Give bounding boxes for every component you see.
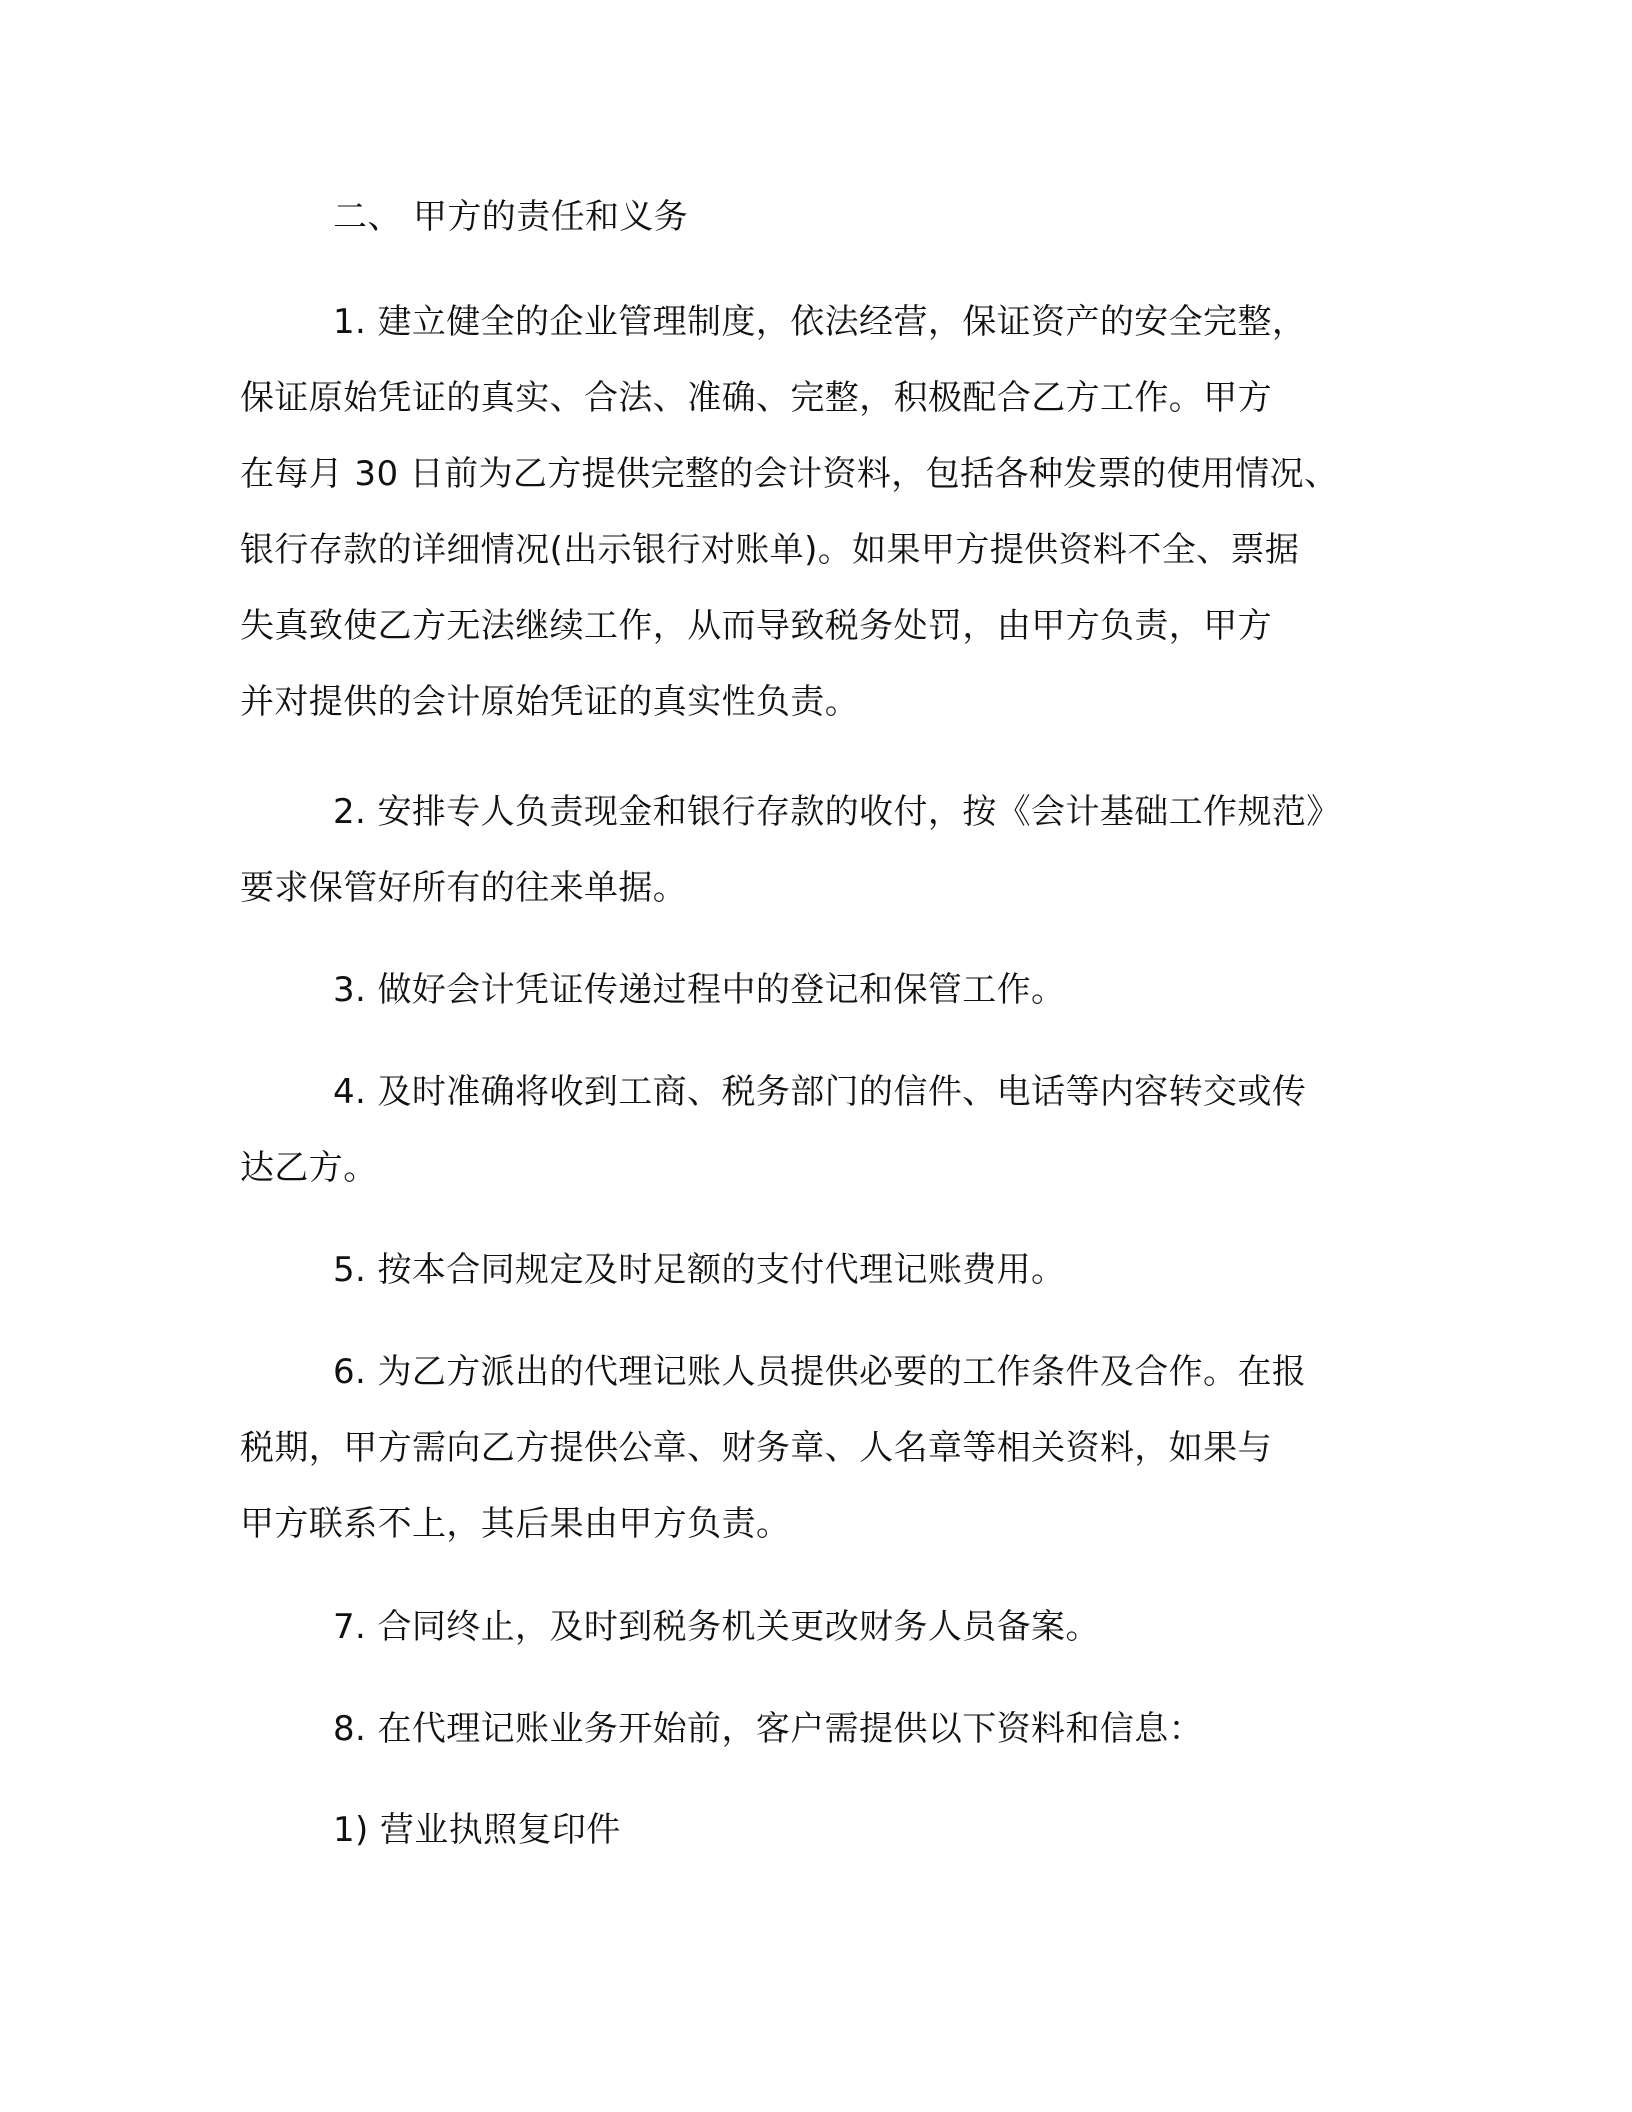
item-8-line-1: 8. 在代理记账业务开始前，客户需提供以下资料和信息： — [333, 1709, 1204, 1749]
item-4-line-2: 达乙方。 — [240, 1148, 378, 1188]
item-1-line-1: 1. 建立健全的企业管理制度，依法经营，保证资产的安全完整， — [333, 302, 1307, 342]
item-1-line-2: 保证原始凭证的真实、合法、准确、完整，积极配合乙方工作。甲方 — [240, 378, 1272, 418]
item-6-line-1: 6. 为乙方派出的代理记账人员提供必要的工作条件及合作。在报 — [333, 1352, 1307, 1392]
item-4-line-1: 4. 及时准确将收到工商、税务部门的信件、电话等内容转交或传 — [333, 1072, 1307, 1112]
subitem-1-line-1: 1) 营业执照复印件 — [333, 1810, 621, 1850]
item-1-line-3: 在每月 30 日前为乙方提供完整的会计资料，包括各种发票的使用情况、 — [240, 454, 1339, 494]
item-2-line-2: 要求保管好所有的往来单据。 — [240, 868, 688, 908]
item-2-line-1: 2. 安排专人负责现金和银行存款的收付，按《会计基础工作规范》 — [333, 792, 1341, 832]
item-1-line-4: 银行存款的详细情况(出示银行对账单)。如果甲方提供资料不全、票据 — [240, 530, 1300, 570]
item-1-line-5: 失真致使乙方无法继续工作，从而导致税务处罚，由甲方负责，甲方 — [240, 606, 1272, 646]
item-6-line-2: 税期，甲方需向乙方提供公章、财务章、人名章等相关资料，如果与 — [240, 1428, 1272, 1468]
item-3-line-1: 3. 做好会计凭证传递过程中的登记和保管工作。 — [333, 970, 1066, 1010]
item-1-line-6: 并对提供的会计原始凭证的真实性负责。 — [240, 682, 860, 722]
item-6-line-3: 甲方联系不上，其后果由甲方负责。 — [240, 1504, 791, 1544]
section-heading: 二、 甲方的责任和义务 — [333, 197, 689, 237]
item-5-line-1: 5. 按本合同规定及时足额的支付代理记账费用。 — [333, 1250, 1066, 1290]
item-7-line-1: 7. 合同终止，及时到税务机关更改财务人员备案。 — [333, 1607, 1100, 1647]
